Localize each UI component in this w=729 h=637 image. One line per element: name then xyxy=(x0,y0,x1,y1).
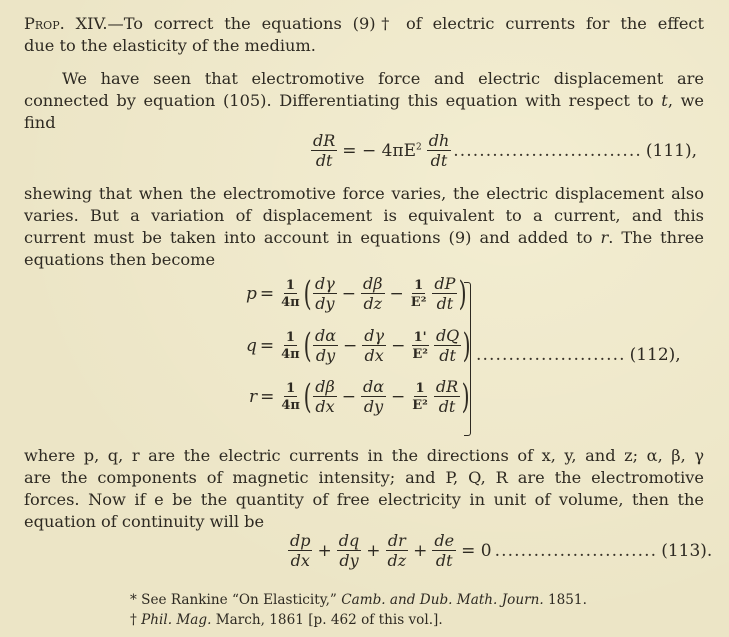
paragraph-1-line-3: find xyxy=(24,113,56,132)
equation-112-row-r: r = $\frac{1}{4\pi}$ ( $\frac{d\beta}{dx}$ − $\frac{d\alpha}{dy}$ − $\frac{1}{\text{E²}}$ $\frac{dR}{dt}$ ) xyxy=(249,377,470,417)
paragraph-2-line-2: varies. But a variation of displacement is equivalent to a current, and this xyxy=(24,206,704,225)
paragraph-1-line-2: connected by equation (105). Differentiating this equation with respect to t, we xyxy=(24,91,704,110)
proposition-label: Prop. XIV. xyxy=(24,14,108,33)
footnote-1: * See Rankine “On Elasticity,” Camb. and Dub. Math. Journ. 1851. xyxy=(130,592,587,608)
paragraph-2-line-1: shewing that when the electromotive force varies, the electric displacement also xyxy=(24,184,704,203)
right-brace xyxy=(464,282,471,436)
proposition-line-2: due to the elasticity of the medium. xyxy=(24,36,316,55)
equation-111: $\frac{dR}{dt}$ = − $4\pi E^2$ $\frac{dh}{dt}$ ............................. (111), xyxy=(313,131,698,170)
equation-113: $\frac{dp}{dx}$ + $\frac{dq}{dy}$ + $\frac{dr}{dz}$ + $\frac{de}{dt}$ = 0 ......................... (113). xyxy=(290,531,713,570)
equation-number-111: (111), xyxy=(645,141,698,161)
equation-number-112: (112), xyxy=(629,345,681,365)
paragraph-2-line-3: current must be taken into account in equations (9) and added to r. The three xyxy=(24,228,704,247)
paragraph-3-line-4: equation of continuity will be xyxy=(24,512,265,531)
paragraph-2-line-4: equations then become xyxy=(24,250,216,269)
equation-number-113: (113). xyxy=(661,541,713,561)
paragraph-1-line-1: We have seen that electromotive force and electric displacement are xyxy=(62,69,704,88)
paragraph-3-line-2: are the components of magnetic intensity; and P, Q, R are the electromotive xyxy=(24,468,704,487)
equation-112-row-q: q = $\frac{1}{4\pi}$ ( $\frac{d\alpha}{dy}$ − $\frac{d\gamma}{dx}$ − $\frac{1'}{\text{E²}}$ $\frac{dQ}{dt}$ ) xyxy=(246,326,471,366)
proposition-line-1: Prop. XIV.—To correct the equations (9)† of electric currents for the effect xyxy=(24,14,704,33)
paragraph-3-line-1: where p, q, r are the electric currents in the directions of x, y, and z; α, β, γ xyxy=(24,446,704,465)
footnote-2: † Phil. Mag. March, 1861 [p. 462 of this vol.]. xyxy=(130,612,443,628)
equation-112-row-p: p = $\frac{1}{4\pi}$ ( $\frac{d\gamma}{dy}$ − $\frac{d\beta}{dz}$ − $\frac{1}{\text{E²}}$ $\frac{dP}{dt}$ ) xyxy=(246,274,468,314)
paragraph-3-line-3: forces. Now if e be the quantity of free electricity in unit of volume, then the xyxy=(24,490,704,509)
equation-112-number-line: ....................... (112), xyxy=(476,345,681,365)
